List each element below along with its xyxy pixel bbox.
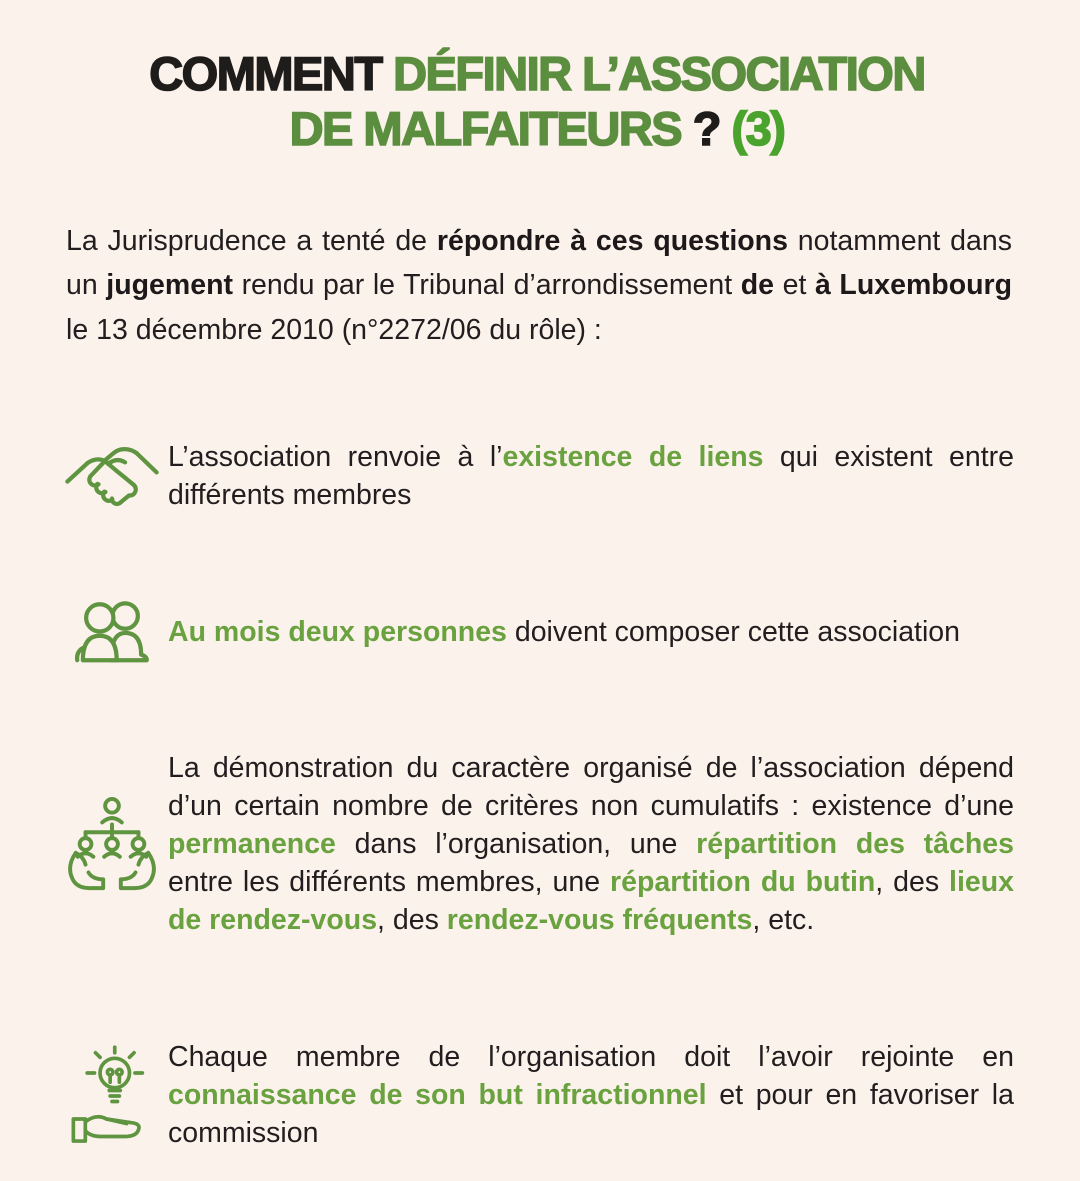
bullet-text: L’association renvoie à l’existence de liens qui existent entre différents membres xyxy=(168,440,1014,511)
bullet-text: Au mois deux personnes doivent composer cette association xyxy=(168,615,960,648)
page-title-line1: COMMENT DÉFINIR L’ASSOCIATION xyxy=(149,47,925,100)
team-structure-hands-icon xyxy=(56,794,168,896)
bullet-list xyxy=(56,410,1018,1181)
handshake-icon xyxy=(56,434,168,520)
bullet-text: Chaque membre de l’organisation doit l’avoir rejointe en connaissance de son but infractionnel et pour en favoriser la commission xyxy=(168,1040,1014,1149)
two-people-icon xyxy=(56,598,168,666)
page-title xyxy=(56,46,1018,157)
idea-lightbulb-hand-icon xyxy=(56,1044,168,1148)
list-item xyxy=(56,410,1018,543)
intro-paragraph: La Jurisprudence a tenté de répondre à ces questions notamment dans un jugement rendu par le Tribunal d’arrondissement de et à Luxembourg le 13 décembre 2010 (n°2272/06 du rôle) : xyxy=(66,224,1013,346)
list-item xyxy=(56,1010,1018,1181)
bullet-text: La démonstration du caractère organisé de l’association dépend d’un certain nombre de critères non cumulatifs : existence d’une permanence dans l’organisation, une répartition des tâches entre les différents membres, une répartition du butin, des lieux de rendez-vous, des rendez-vous fréquents, etc. xyxy=(168,752,1014,936)
list-item xyxy=(56,722,1018,968)
list-item xyxy=(56,585,1018,680)
page-title-line2: DE MALFAITEURS ? (3) xyxy=(289,102,785,156)
